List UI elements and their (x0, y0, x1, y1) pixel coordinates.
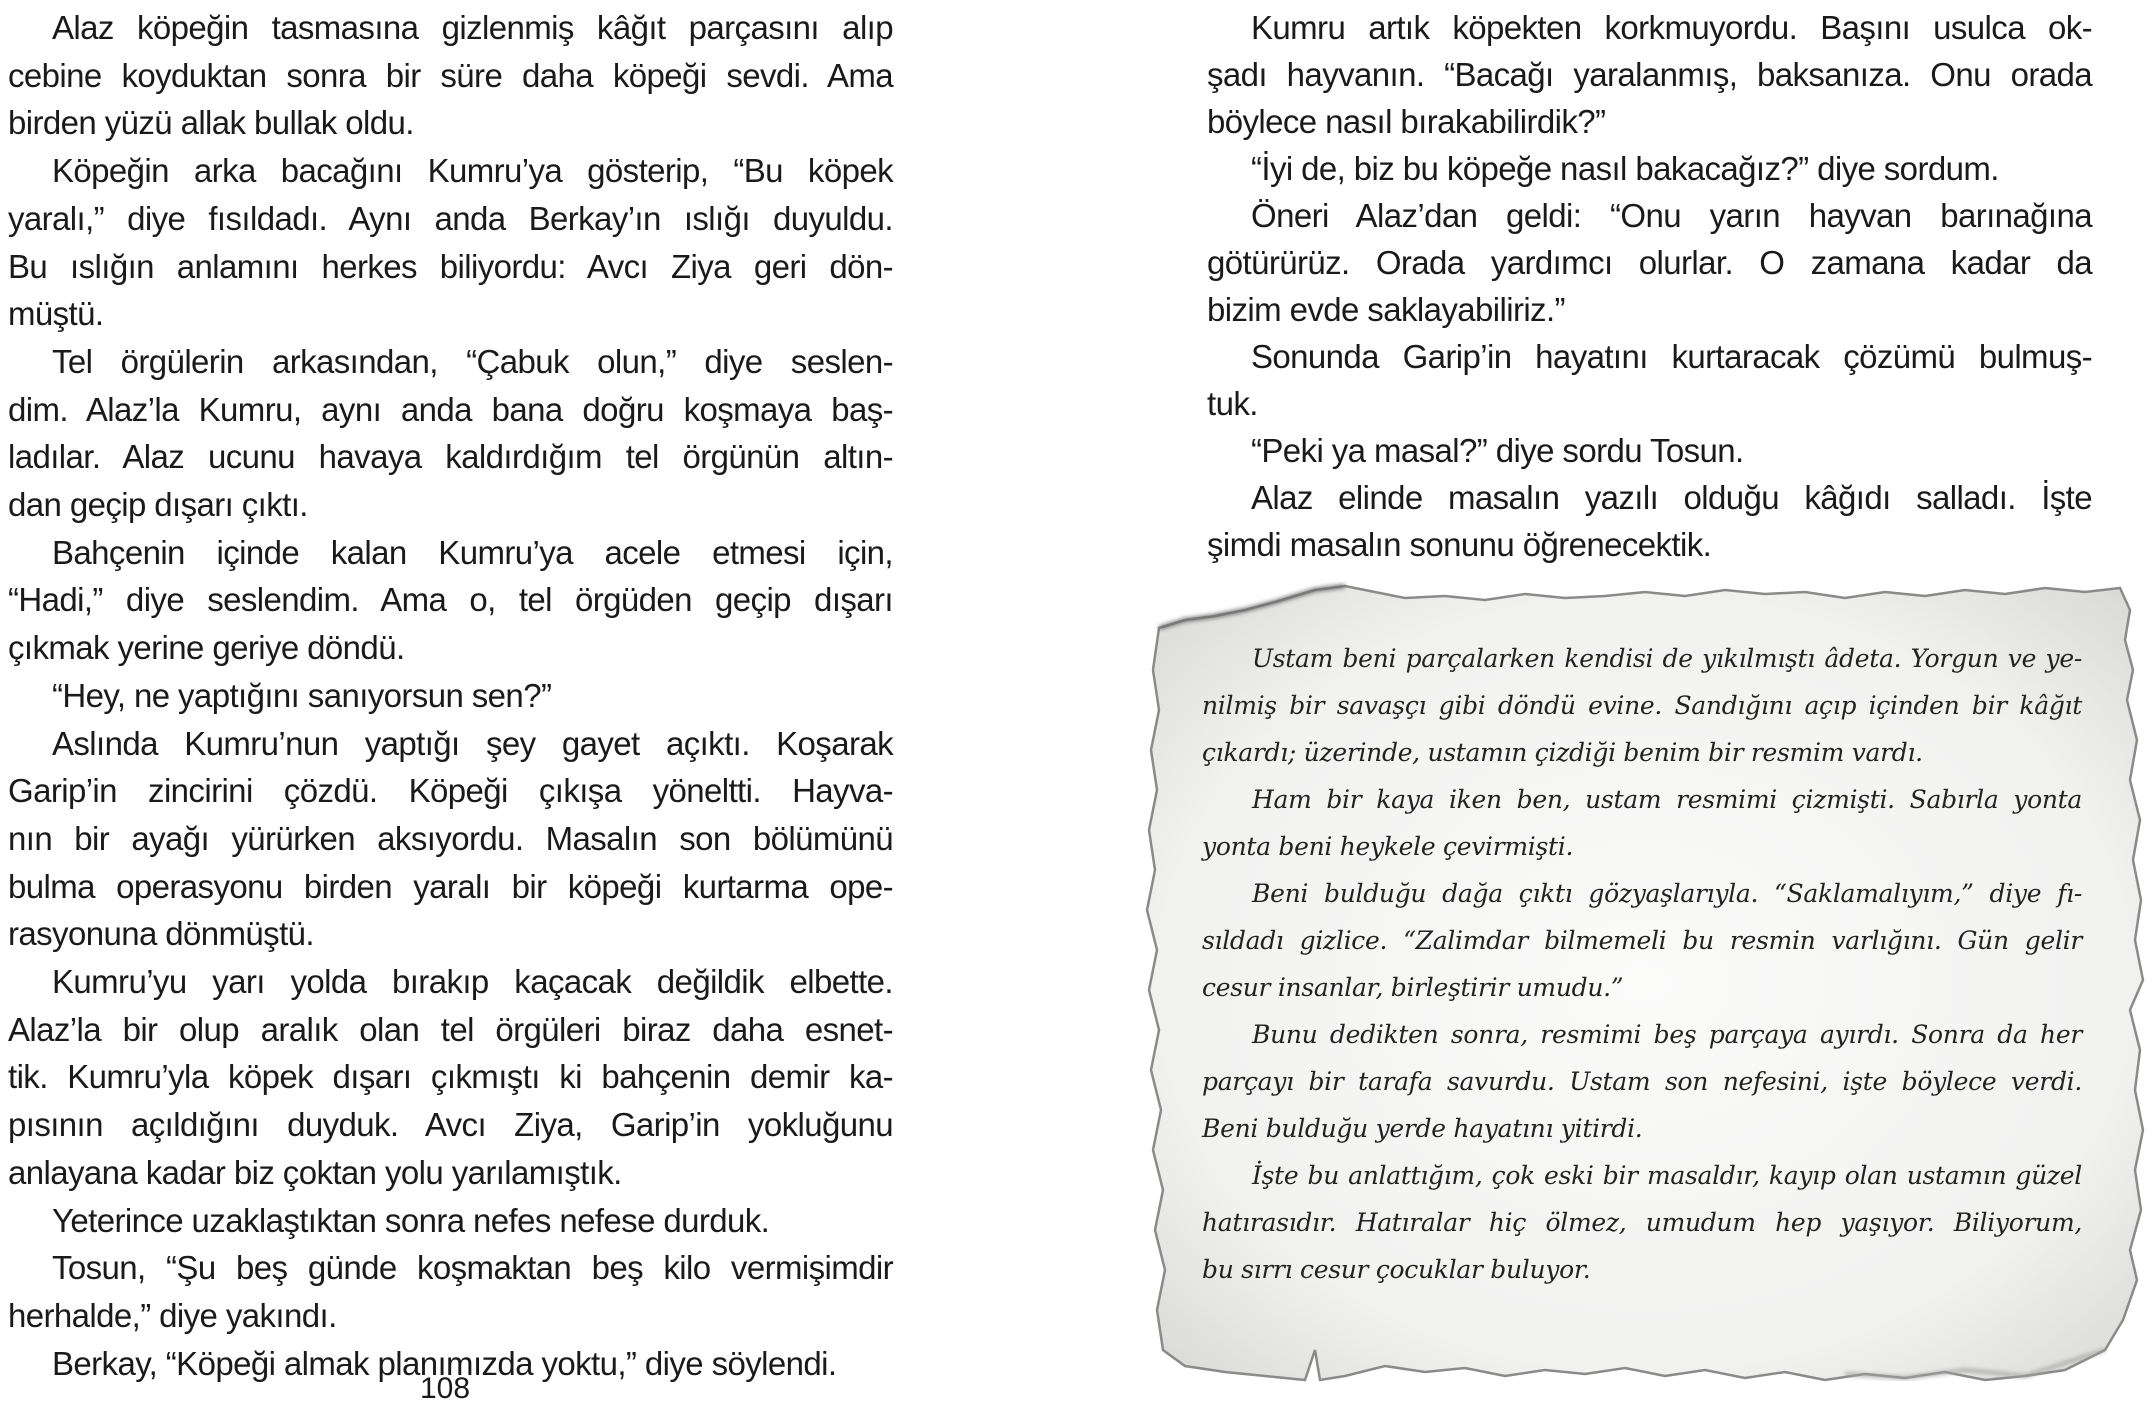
text-line: nın bir ayağı yürürken aksıyordu. Masalın son bölümünü (8, 819, 893, 857)
text-line: pısının açıldığını duyduk. Avcı Ziya, Garip’in yokluğunu (8, 1106, 893, 1144)
text-line: rasyonuna dönmüştü. (8, 915, 314, 953)
text-line: “Peki ya masal?” diye sordu Tosun. (1251, 432, 1744, 469)
text-line: Alaz köpeğin tasmasına gizlenmiş kâğıt parçasını alıp (52, 9, 893, 46)
text-line: dim. Alaz’la Kumru, aynı anda bana doğru koşmaya baş- (8, 390, 893, 428)
text-line: Beni bulduğu yerde hayatını yitirdi. (1202, 1114, 1643, 1143)
text-line: Ustam beni parçalarken kendisi de yıkılmıştı âdeta. Yorgun ve ye- (1252, 644, 2082, 673)
text-line: cebine koyduktan sonra bir süre daha köpeği sevdi. Ama (8, 56, 893, 94)
text-line: cesur insanlar, birleştirir umudu.” (1202, 973, 1624, 1002)
text-line: bulma operasyonu birden yaralı bir köpeği kurtarma ope- (8, 867, 893, 905)
page-number: 108 (420, 1372, 471, 1405)
text-line: Garip’in zincirini çözdü. Köpeği çıkışa yöneltti. Hayva- (8, 772, 893, 810)
text-line: Beni bulduğu dağa çıktı gözyaşlarıyla. “Saklamalıyım,” diye fı- (1252, 879, 2082, 908)
text-line: götürürüz. Orada yardımcı olurlar. O zamana kadar da (1207, 244, 2092, 281)
text-line: Köpeğin arka bacağını Kumru’ya gösterip, “Bu köpek (52, 152, 893, 190)
text-line: şimdi masalın sonunu öğrenecektik. (1207, 526, 1712, 563)
text-line: Kumru artık köpekten korkmuyordu. Başını usulca ok- (1251, 9, 2092, 46)
text-line: böylece nasıl bırakabilirdik?” (1207, 103, 1606, 140)
text-line: Bunu dedikten sonra, resmimi beş parçaya ayırdı. Sonra da her (1252, 1020, 2082, 1049)
text-line: “İyi de, biz bu köpeğe nasıl bakacağız?” diye sordum. (1251, 150, 1999, 187)
text-line: parçayı bir tarafa savurdu. Ustam son nefesini, işte böylece verdi. (1202, 1067, 2082, 1096)
text-line: Aslında Kumru’nun yaptığı şey gayet açıktı. Koşarak (52, 724, 893, 762)
text-line: nilmiş bir savaşçı gibi döndü evine. Sandığını açıp içinden bir kâğıt (1202, 691, 2082, 720)
text-line: Alaz’la bir olup aralık olan tel örgüleri biraz daha esnet- (8, 1010, 893, 1048)
text-line: sıldadı gizlice. “Zalimdar bilmemeli bu resmin varlığını. Gün gelir (1202, 926, 2082, 955)
text-line: yonta beni heykele çevirmişti. (1202, 832, 1574, 861)
text-line: Bahçenin içinde kalan Kumru’ya acele etmesi için, (52, 533, 893, 571)
text-line: Alaz elinde masalın yazılı olduğu kâğıdı salladı. İşte (1251, 479, 2092, 516)
text-line: “Hadi,” diye seslendim. Ama o, tel örgüden geçip dışarı (8, 581, 893, 619)
text-line: Bu ıslığın anlamını herkes biliyordu: Avcı Ziya geri dön- (8, 247, 893, 285)
text-line: Ham bir kaya iken ben, ustam resmimi çizmişti. Sabırla yonta (1252, 785, 2082, 814)
text-line: bu sırrı cesur çocuklar buluyor. (1202, 1255, 1591, 1284)
text-line: “Hey, ne yaptığını sanıyorsun sen?” (52, 676, 552, 714)
text-line: birden yüzü allak bullak oldu. (8, 104, 414, 142)
text-line: tuk. (1207, 385, 1258, 422)
text-line: herhalde,” diye yakındı. (8, 1296, 337, 1334)
text-line: Sonunda Garip’in hayatını kurtaracak çözümü bulmuş- (1251, 338, 2092, 375)
text-line: bizim evde saklayabiliriz.” (1207, 291, 1565, 328)
text-line: Tosun, “Şu beş günde koşmaktan beş kilo vermişimdir (52, 1249, 893, 1287)
text-line: şadı hayvanın. “Bacağı yaralanmış, baksanıza. Onu orada (1207, 56, 2092, 93)
text-line: Berkay, “Köpeği almak planımızda yoktu,” diye söylendi. (52, 1344, 837, 1382)
text-line: tik. Kumru’yla köpek dışarı çıkmıştı ki bahçenin demir ka- (8, 1058, 893, 1096)
text-line: Kumru’yu yarı yolda bırakıp kaçacak değildik elbette. (52, 963, 893, 1000)
text-line: dan geçip dışarı çıktı. (8, 486, 308, 523)
text-line: hatırasıdır. Hatıralar hiç ölmez, umudum hep yaşıyor. Biliyorum, (1202, 1208, 2082, 1237)
text-line: Öneri Alaz’dan geldi: “Onu yarın hayvan barınağına (1251, 197, 2092, 234)
text-line: ladılar. Alaz ucunu havaya kaldırdığım tel örgünün altın- (8, 438, 893, 476)
torn-parchment-note (1145, 580, 2145, 1385)
text-line: Tel örgülerin arkasından, “Çabuk olun,” diye seslen- (52, 342, 893, 380)
text-line: İşte bu anlattığım, çok eski bir masaldır, kayıp olan ustamın güzel (1252, 1161, 2082, 1190)
text-line: çıkardı; üzerinde, ustamın çizdiği benim bir resmim vardı. (1202, 738, 1923, 767)
text-line: çıkmak yerine geriye döndü. (8, 629, 405, 667)
text-line: anlayana kadar biz çoktan yolu yarılamıştık. (8, 1153, 622, 1191)
text-line: yaralı,” diye fısıldadı. Aynı anda Berkay’ın ıslığı duyuldu. (8, 199, 893, 237)
text-line: Yeterince uzaklaştıktan sonra nefes nefese durduk. (52, 1201, 770, 1239)
text-line: müştü. (8, 295, 104, 333)
